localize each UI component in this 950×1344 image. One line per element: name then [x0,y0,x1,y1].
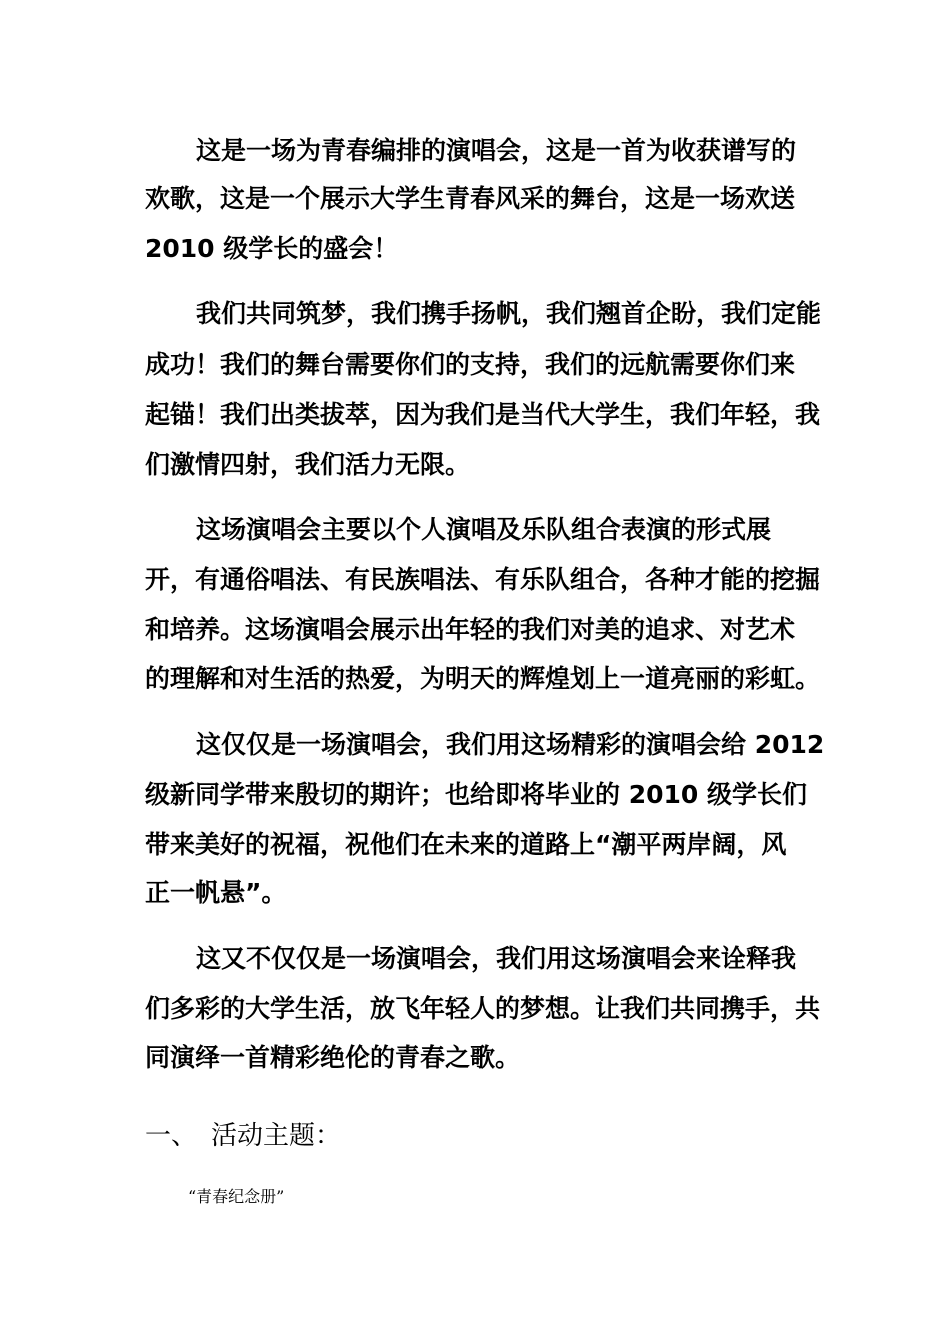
paragraph-2-line-1: 我们共同筑梦，我们携手扬帆，我们翘首企盼，我们定能 [196,299,822,328]
paragraph-1-line-3: 2010 级学长的盛会！ [145,234,399,263]
paragraph-4-line-4: 正一帆悬”。 [145,878,287,907]
paragraph-3-line-4: 的理解和对生活的热爱，为明天的辉煌划上一道亮丽的彩虹。 [145,664,821,693]
section-heading-number: 一、 [145,1121,198,1151]
paragraph-2-line-3: 起锚！我们出类拔萃，因为我们是当代大学生，我们年轻，我 [145,400,821,429]
paragraph-1-line-1: 这是一场为青春编排的演唱会，这是一首为收获谱写的 [196,136,797,165]
paragraph-3-line-1: 这场演唱会主要以个人演唱及乐队组合表演的形式展 [196,515,772,544]
paragraph-2-line-2: 成功！我们的舞台需要你们的支持，我们的远航需要你们来 [145,350,796,379]
paragraph-4-line-1: 这仅仅是一场演唱会，我们用这场精彩的演唱会给 2012 [196,730,825,759]
paragraph-3-line-2: 开，有通俗唱法、有民族唱法、有乐队组合，各种才能的挖掘 [145,565,821,594]
paragraph-1-line-2: 欢歌，这是一个展示大学生青春风采的舞台，这是一场欢送 [145,184,796,213]
paragraph-3-line-3: 和培养。这场演唱会展示出年轻的我们对美的追求、对艺术 [145,615,796,644]
paragraph-4-line-3: 带来美好的祝福，祝他们在未来的道路上“潮平两岸阔，风 [145,830,787,859]
paragraph-5-line-1: 这又不仅仅是一场演唱会，我们用这场演唱会来诠释我 [196,944,797,973]
theme-text: “青春纪念册” [188,1187,285,1206]
paragraph-5-line-3: 同演绎一首精彩绝伦的青春之歌。 [145,1043,521,1072]
paragraph-4-line-2: 级新同学带来殷切的期许；也给即将毕业的 2010 级学长们 [145,780,807,809]
paragraph-5-line-2: 们多彩的大学生活，放飞年轻人的梦想。让我们共同携手，共 [145,994,821,1023]
paragraph-2-line-4: 们激情四射，我们活力无限。 [145,450,471,479]
section-heading-title: 活动主题： [211,1121,342,1151]
